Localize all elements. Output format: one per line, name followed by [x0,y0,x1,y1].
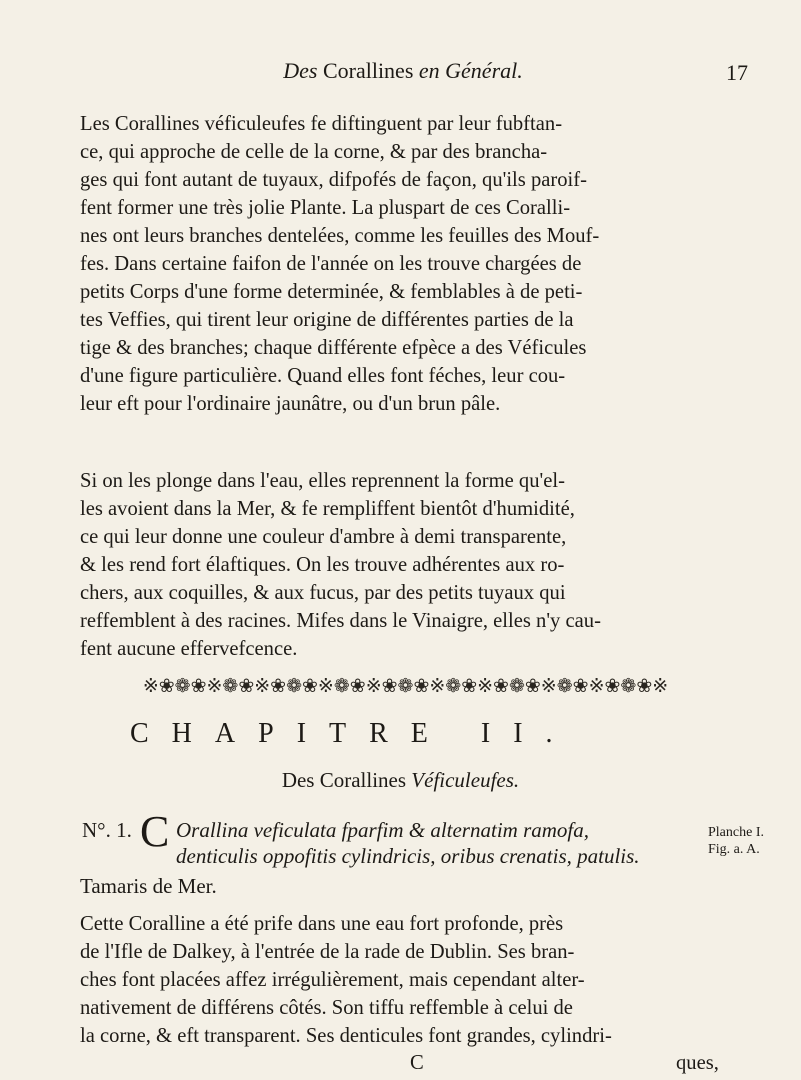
text-line: leur eft pour l'ordinaire jaunâtre, ou d'un brun pâle. [80,393,501,415]
subtitle-roman: Des Corallines [281,768,407,792]
common-name: Tamaris de Mer. [80,874,217,898]
page-footer [0,1052,801,1078]
text-line: Si on les plonge dans l'eau, elles reprennent la forme qu'el- [80,470,565,492]
latin-description-line2: denticulis oppofitis cylindricis, oribus crenatis, patulis. [176,844,640,868]
drop-cap: C [140,807,170,856]
chapter-heading: CHAPITRE II. [130,718,576,749]
figure-number: Fig. a. A. [708,842,760,857]
text-line: ce qui leur donne une couleur d'ambre à demi transparente, [80,526,567,548]
text-line: chers, aux coquilles, & aux fucus, par des petits tuyaux qui [80,582,566,604]
text-line: ce, qui approche de celle de la corne, & par des brancha- [80,141,548,163]
entry-number: N°. 1. [82,818,132,842]
page-number: 17 [726,60,748,85]
text-line: Les Corallines véficuleufes fe diftinguent par leur fubftan- [80,113,563,135]
catchword: ques, [676,1052,719,1074]
text-line: & les rend fort élaftiques. On les trouve adhérentes aux ro- [80,554,565,576]
latin-description-line1: Orallina veficulata fparfim & alternatim ramofa, [176,818,589,842]
text-line: la corne, & eft transparent. Ses denticules font grandes, cylindri- [80,1025,612,1047]
running-title [58,58,748,84]
text-line: de l'Ifle de Dalkey, à l'entrée de la rade de Dublin. Ses bran- [80,941,575,963]
text-line: petits Corps d'une forme determinée, & femblables à de peti- [80,281,583,303]
text-line: reffemblent à des racines. Mifes dans le Vinaigre, elles n'y cau- [80,610,601,632]
text-line: ches font placées affez irrégulièrement, mais cependant alter- [80,969,585,991]
plate-reference [708,824,764,858]
text-line: nativement de différens côtés. Son tiffu reffemble à celui de [80,997,573,1019]
text-line: Cette Coralline a été prife dans une eau fort profonde, près [80,913,564,935]
text-line: fent former une très jolie Plante. La pluspart de ces Coralli- [80,197,571,219]
ornamental-divider: ※❀❁❀※❁❀※❀❁❀※❁❀※❀❁❀※❁❀※❀❁❀※❁❀※❀❁❀※ [142,676,669,697]
signature-mark: C [410,1052,424,1074]
text-line: nes ont leurs branches dentelées, comme les feuilles des Mouf- [80,225,600,247]
text-line: fent aucune effervefcence. [80,638,298,660]
paragraph-description [80,910,750,1050]
text-line: d'une figure particulière. Quand elles font féches, leur cou- [80,365,566,387]
text-line: ges qui font autant de tuyaux, difpofés de façon, qu'ils paroif- [80,169,587,191]
plate-number: Planche I. [708,825,764,840]
text-line: tes Veffies, qui tirent leur origine de différentes parties de la [80,309,574,331]
subtitle-italic: Véficuleufes. [411,768,520,792]
running-title-part1: Des [283,58,318,83]
text-line: tige & des branches; chaque différente efpèce a des Véficules [80,337,587,359]
running-title-part2: Corallines [322,58,414,83]
paragraph-intro [80,110,750,418]
text-line: fes. Dans certaine faifon de l'année on les trouve chargées de [80,253,582,275]
running-title-part3: en Général. [418,58,523,83]
chapter-subtitle [0,768,801,793]
paragraph-water [80,467,750,663]
running-header [58,58,748,98]
text-line: les avoient dans la Mer, & fe rempliffent bientôt d'humidité, [80,498,575,520]
